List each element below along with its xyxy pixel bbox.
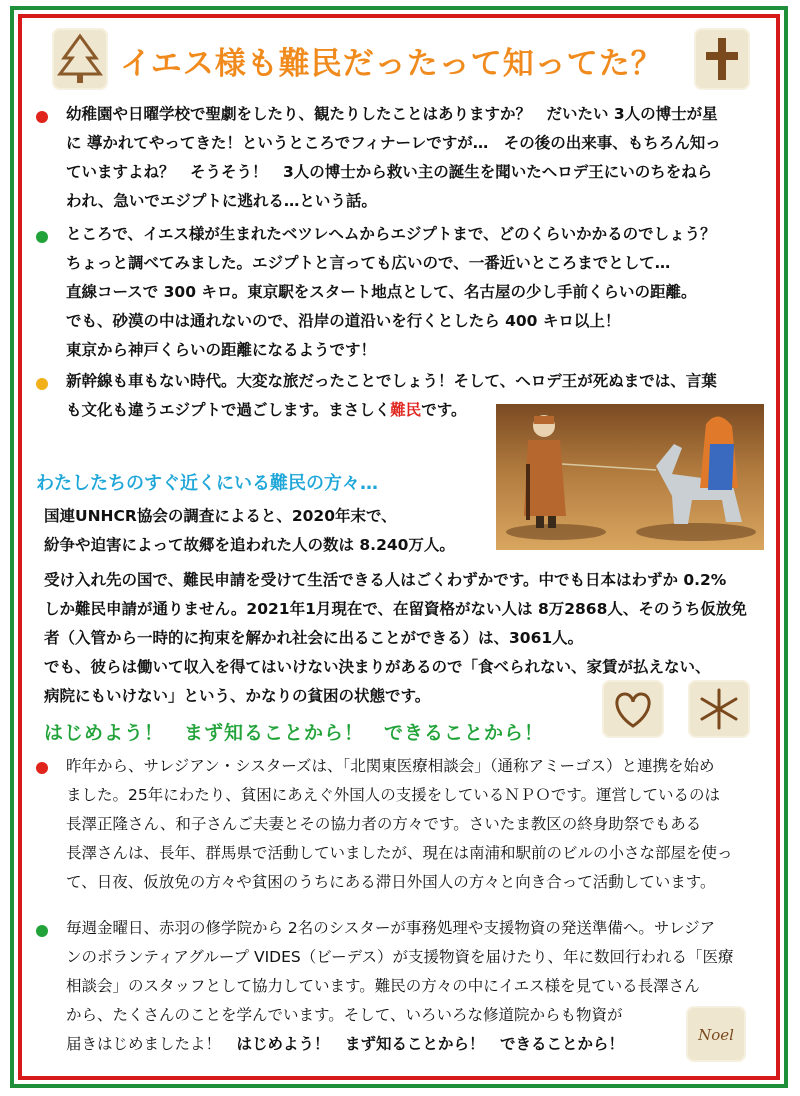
closing-slogan: はじめよう！ まず知ることから！ できることから！ xyxy=(236,1035,625,1053)
paragraph-text: 届きはじめましたよ！ xyxy=(66,1035,222,1053)
paragraph-line: しか難民申請が通りません。2021年1月現在で、在留資格がない人は 8万2868人、そのうち仮放免 xyxy=(44,600,747,618)
paragraph-line: 国連UNHCR協会の調査によると、2020年末で、 xyxy=(44,507,397,525)
paragraph-line: 紛争や迫害によって故郷を追われた人の数は 8.240万人。 xyxy=(44,536,455,554)
paragraph-line: て、日夜、仮放免の方々や貧困のうちにある滞日外国人の方々と向き合って活動しています。 xyxy=(66,873,716,891)
highlight-refugee: 難民 xyxy=(390,401,422,419)
paragraph-line: 新幹線も車もない時代。大変な旅だったことでしょう！そして、ヘロデ王が死ぬまでは、言葉 xyxy=(66,372,717,390)
paragraph-line: ところで、イエス様が生まれたベツレヘムからエジプトまで、どのくらいかかるのでしょう？ xyxy=(66,225,716,243)
page-title: イエス様も難民だったって知ってた？ xyxy=(120,46,663,82)
paragraph-line: に 導かれてやってきた！というところでフィナーレですが… その後の出来事、もちろん知っ xyxy=(66,134,721,152)
paragraph-line: ンのボランティアグループ VIDES（ビーデス）が支援物資を届けたり、年に数回行われる「医療 xyxy=(66,948,734,966)
paragraph-line: ていますよね？ そうそう！ 3人の博士から救い主の誕生を聞いたヘロデ王にいのちをねら xyxy=(66,163,713,181)
paragraph-line: 長澤さんは、長年、群馬県で活動していましたが、現在は南浦和駅前のビルの小さな部屋を使っ xyxy=(66,844,733,862)
heart-icon xyxy=(602,680,664,738)
paragraph-5 xyxy=(66,752,770,897)
paragraph-text: も文化も違うエジプトで過ごします。まさしく xyxy=(66,401,391,419)
bullet-green xyxy=(36,231,48,243)
paragraph-line xyxy=(66,1030,770,1059)
section-heading-start-now: はじめよう！ まず知ることから！ できることから！ xyxy=(44,722,545,744)
paragraph-line: から、たくさんのことを学んでいます。そして、いろいろな修道院からも物資が xyxy=(66,1006,623,1024)
bullet-green xyxy=(36,925,48,937)
cross-icon xyxy=(694,28,750,90)
paragraph-1 xyxy=(66,100,770,216)
paragraph-line: 受け入れ先の国で、難民申請を受けて生活できる人はごくわずかです。中でも日本はわずか 0.2% xyxy=(44,571,727,589)
paragraph-line: でも、砂漠の中は通れないので、沿岸の道沿いを行くとしたら 400 キロ以上！ xyxy=(66,312,621,330)
tree-icon xyxy=(52,28,108,90)
snowflake-icon xyxy=(688,680,750,738)
paragraph-line: 東京から神戸くらいの距離になるようです！ xyxy=(66,341,377,359)
noel-text: Noel xyxy=(698,1026,734,1044)
paragraph-line: 相談会」のスタッフとして協力しています。難民の方々の中にイエス様を見ている長澤さん xyxy=(66,977,700,995)
paragraph-line: 毎週金曜日、赤羽の修学院から 2名のシスターが事務処理や支援物資の発送準備へ。サレジア xyxy=(66,919,716,937)
noel-icon xyxy=(686,1006,746,1062)
paragraph-line: 病院にもいけない」という、かなりの貧困の状態です。 xyxy=(44,687,431,705)
section-heading-refugees-near-us: わたしたちのすぐ近くにいる難民の方々… xyxy=(36,473,378,494)
paragraph-line: われ、急いでエジプトに逃れる…という話。 xyxy=(66,192,377,210)
paragraph-line: 長澤正隆さん、和子さんご夫妻とその協力者の方々です。さいたま教区の終身助祭でもある xyxy=(66,815,702,833)
paragraph-line: 幼稚園や日曜学校で聖劇をしたり、観たりしたことはありますか？ だいたい 3人の博士が星 xyxy=(66,105,718,123)
paragraph-text: です。 xyxy=(421,401,467,419)
paragraph-6 xyxy=(66,914,770,1059)
paragraph-line: でも、彼らは働いて収入を得てはいけない決まりがあるので「食べられない、家賃が払えない、 xyxy=(44,658,711,676)
paragraph-line: 直線コースで 300 キロ。東京駅をスタート地点として、名古屋の少し手前くらいの距離。 xyxy=(66,283,697,301)
paragraph-2 xyxy=(66,220,770,365)
paragraph-line: 者（入管から一時的に拘束を解かれ社会に出ることができる）は、3061人。 xyxy=(44,629,584,647)
bullet-yellow xyxy=(36,378,48,390)
bullet-red xyxy=(36,111,48,123)
paragraph-line: ました。25年にわたり、貧困にあえぐ外国人の支援をしているＮＰＯです。運営しているのは xyxy=(66,786,720,804)
bullet-red xyxy=(36,762,48,774)
paragraph-line: ちょっと調べてみました。エジプトと言っても広いので、一番近いところまでとして… xyxy=(66,254,671,272)
paragraph-line: 昨年から、サレジアン・シスターズは、「北関東医療相談会」（通称アミーゴス）と連携を始め xyxy=(66,757,715,775)
